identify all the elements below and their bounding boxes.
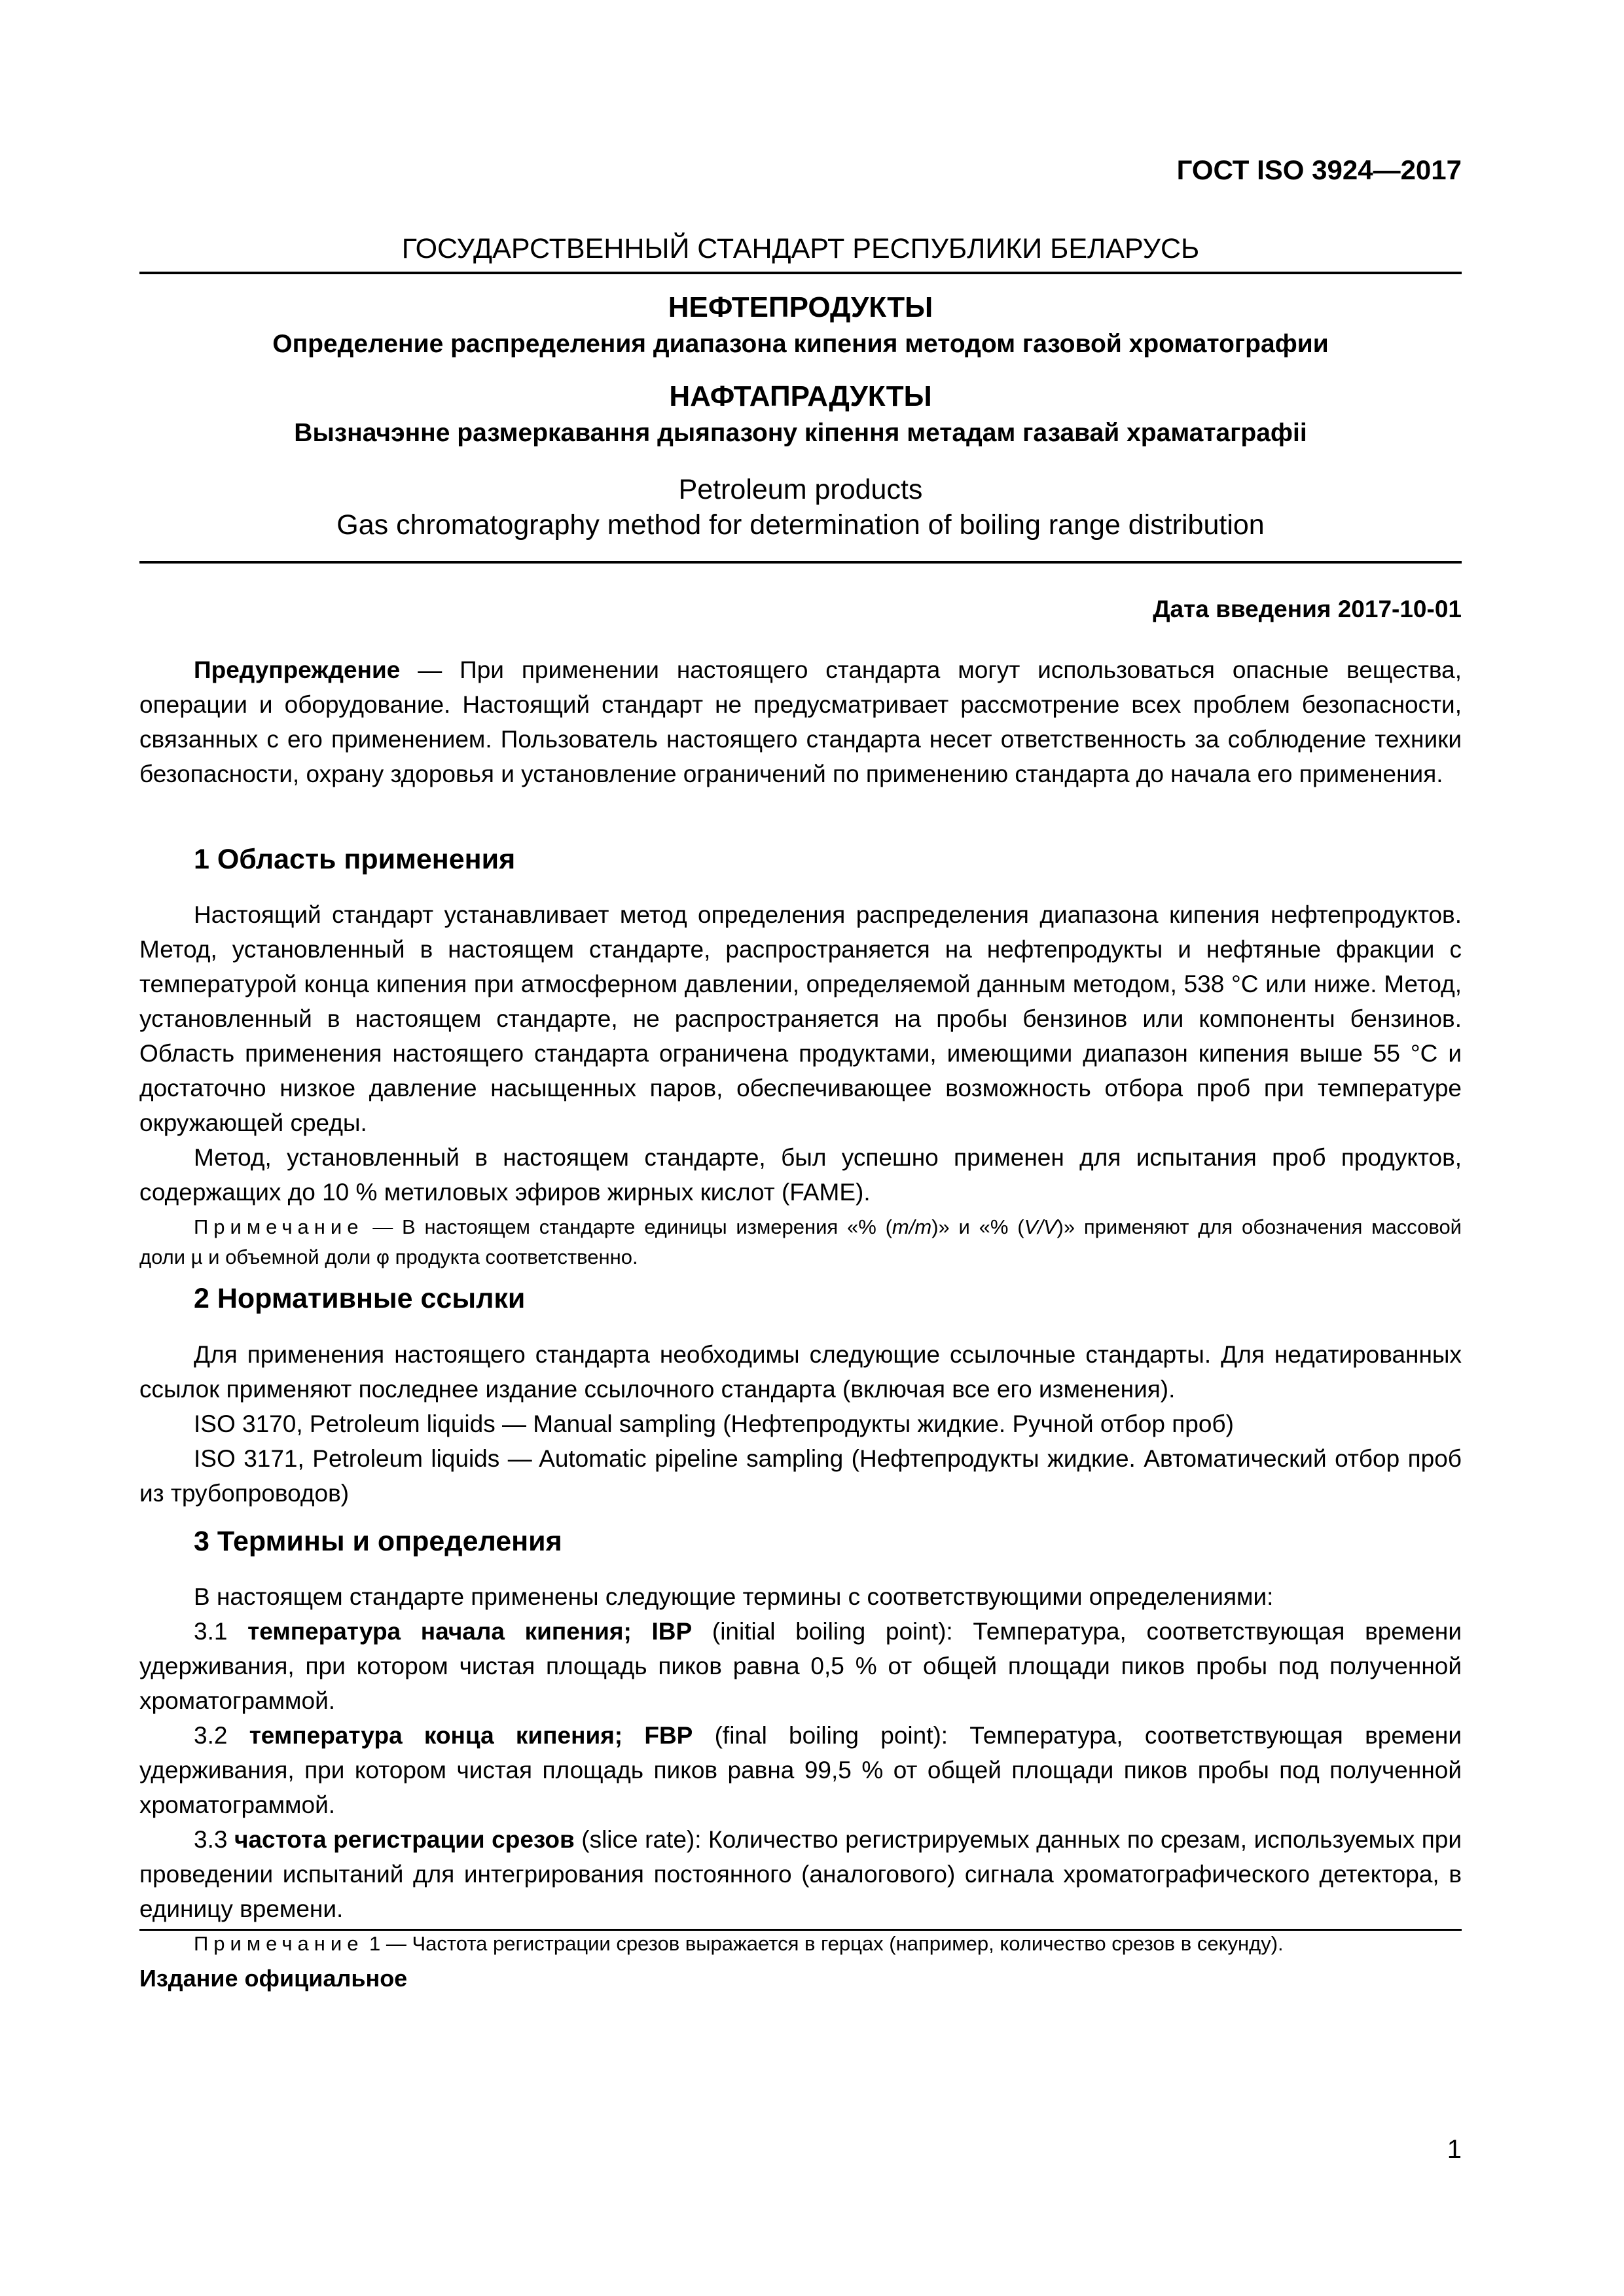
title-en-sub: Gas chromatography method for determination of boiling range distribution [336,509,1265,541]
title-en-main: Petroleum products [678,474,923,505]
state-standard-title: ГОСУДАРСТВЕННЫЙ СТАНДАРТ РЕСПУБЛИКИ БЕЛАРУСЬ [401,233,1200,264]
term-3-2 [139,1718,1462,1822]
standard-code: ГОСТ ISO 3924—2017 [1176,154,1462,185]
term-definition: (final boiling point): Температура, соответствующая времени удерживания, при котором чистая площадь пиков равна 99,5 % от общей площади пиков пробы под полученной хроматограммой. [139,1722,1462,1818]
term-name: температура начала кипения; IBP [247,1618,693,1645]
title-ru-main: НЕФТЕПРОДУКТЫ [668,291,933,323]
term-name: частота регистрации срезов [234,1826,575,1853]
term-name: температура конца кипения; FBP [249,1722,693,1749]
page-number: 1 [1447,2135,1462,2164]
warning-text: — При применении настоящего стандарта могут использоваться опасные вещества, операции и оборудование. Настоящий стандарт не предусматривает рассмотрение всех проблем безопасности, связанных с его применением. Пользователь настоящего стандарта несет ответственность за соблюдение техники безопасности, охрану здоровья и установление ограничений по применению стандарта до начала его применения. [139,656,1462,787]
title-ru-sub: Определение распределения диапазона кипения методом газовой хроматографии [272,330,1329,358]
section-1-title: 1 Область применения [194,844,516,875]
title-by-sub: Вызначэнне размеркавання дыяпазону кіпення метадам газавай храматаграфіі [294,419,1307,447]
official-edition-label: Издание официальное [139,1965,408,1992]
note-text-part: )» и «% ( [931,1215,1024,1238]
section-3-intro: В настоящем стандарте применены следующие термины с соответствующими определениями: [194,1583,1274,1610]
note-label: Примечание [194,1215,364,1238]
term-definition: (slice rate): Количество регистрируемых данных по срезам, используемых при проведении испытаний для интегрирования постоянного (аналогового) сигнала хроматографического детектора, в единицу времени. [139,1826,1462,1922]
warning-block [139,653,1462,791]
section-2-title: 2 Нормативные ссылки [194,1283,526,1314]
term-definition: (initial boiling point): Температура, соответствующая времени удерживания, при котором чистая площадь пиков равна 0,5 % от общей площади пиков пробы под полученной хроматограммой. [139,1618,1462,1714]
section-1-paragraph-2: Метод, установленный в настоящем стандарте, был успешно применен для испытания проб продуктов, содержащих до 10 % метиловых эфиров жирных кислот (FAME). [139,1144,1462,1206]
footer-rule [139,1929,1462,1931]
section-1-paragraph-1: Настоящий стандарт устанавливает метод определения распределения диапазона кипения нефтепродуктов. Метод, установленный в настоящем стандарте, распространяется на нефтепродукты и нефтяные фракции с температурой конца кипения при атмосферном давлении, определяемой данным методом, 538 °C или ниже. Метод, установленный в настоящем стандарте, не распространяется на пробы бензинов или компоненты бензинов. Область применения настоящего стандарта ограничена продуктами, имеющими диапазон кипения выше 55 °C и достаточно низкое давление насыщенных паров, обеспечивающее возможность отбора проб при температуре окружающей среды. [139,901,1462,1136]
term-number: 3.2 [194,1722,249,1749]
document-page [139,0,1462,2296]
top-rule [139,272,1462,274]
term-3-1 [139,1614,1462,1718]
warning-label: Предупреждение [194,656,401,683]
section-2-body [139,1337,1462,1511]
title-bottom-rule [139,561,1462,564]
section-3-title: 3 Термины и определения [194,1526,562,1557]
introduction-date: Дата введения 2017-10-01 [1153,596,1462,622]
reference-iso-3170: ISO 3170, Petroleum liquids — Manual sampling (Нефтепродукты жидкие. Ручной отбор проб) [194,1410,1234,1437]
note-unit-volume: V/V [1024,1215,1057,1238]
note-text: 1 — Частота регистрации срезов выражается в герцах (например, количество срезов в секунду). [363,1932,1284,1955]
term-3-3 [139,1822,1462,1926]
section-3-note [139,1929,1462,1959]
term-number: 3.1 [194,1618,248,1645]
note-text-part: — В настоящем стандарте единицы измерения «% ( [363,1215,892,1238]
note-text-part: )» применяют для обозначения массовой доли µ и объемной доли φ продукта соответственно. [139,1215,1462,1268]
note-label: Примечание [194,1932,364,1955]
section-2-paragraph: Для применения настоящего стандарта необходимы следующие ссылочные стандарты. Для недатированных ссылок применяют последнее издание ссылочного стандарта (включая все его изменения). [139,1341,1462,1403]
term-number: 3.3 [194,1826,234,1853]
title-by-main: НАФТАПРАДУКТЫ [669,380,932,412]
note-unit-mass: m/m [892,1215,932,1238]
section-3-body [139,1579,1462,1959]
reference-iso-3171: ISO 3171, Petroleum liquids — Automatic pipeline sampling (Нефтепродукты жидкие. Автоматический отбор проб из трубопроводов) [139,1445,1462,1507]
section-1-note [139,1212,1462,1272]
section-1-body [139,897,1462,1272]
